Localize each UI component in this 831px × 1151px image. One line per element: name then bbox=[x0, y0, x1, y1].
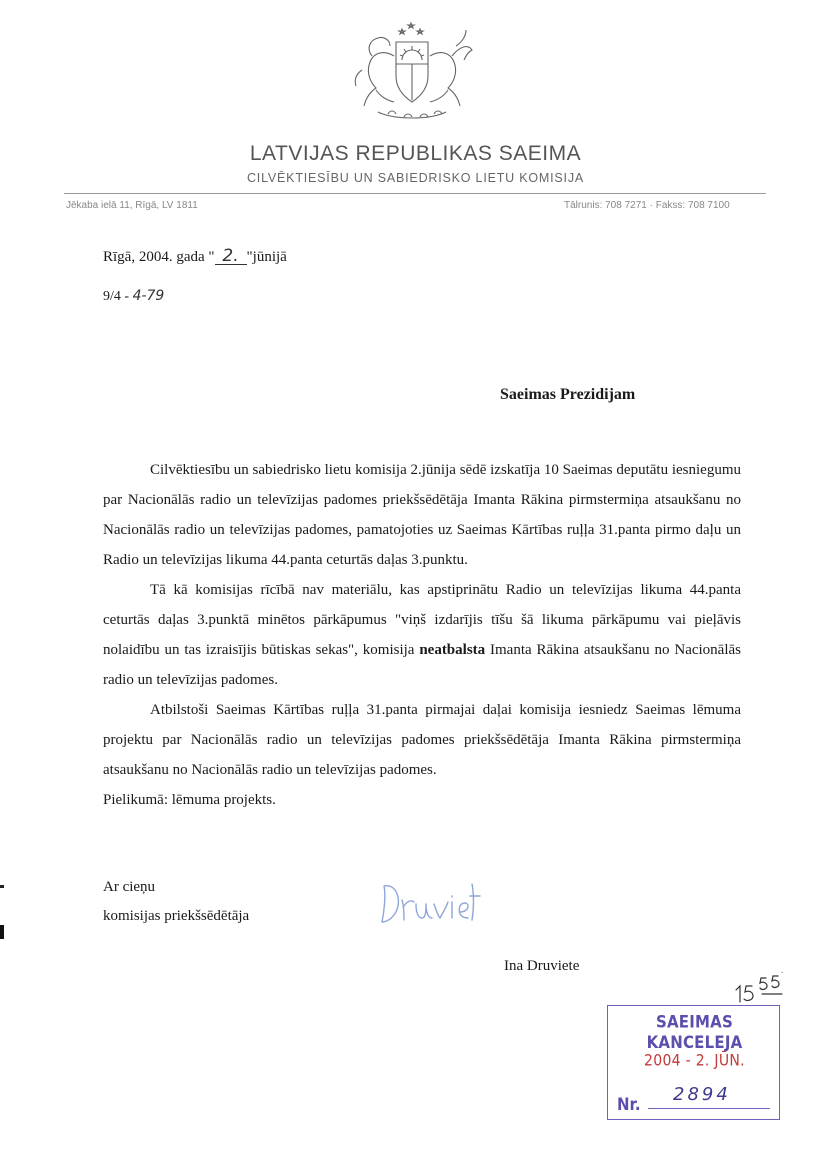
paragraph-3: Atbilstoši Saeimas Kārtības ruļļa 31.panta pirmajai daļai komisija iesniedz Saeimas lēmuma projektu par Nacionālās radio un televīzijas padomes priekšsēdētāja Imanta Rākina pirmstermiņa atsaukšanu no Nacionālās radio un televīzijas padomes. bbox=[103, 702, 741, 778]
paragraph-2 bbox=[103, 575, 741, 695]
paragraph-1: Cilvēktiesību un sabiedrisko lietu komisija 2.jūnija sēdē izskatīja 10 Saeimas deputātu iesniegumu par Nacionālās radio un televīzijas padomes priekšsēdētāja Imanta Rākina pirmstermiņa atsaukšanu no Nacionālās radio un televīzijas padomes, pamatojoties uz Saeimas Kārtības ruļļa 31.panta pirmo daļu un Radio un televīzijas likuma 44.panta ceturtās daļas 3.punktu. bbox=[103, 462, 741, 568]
handwritten-signature bbox=[378, 878, 488, 928]
date-day-handwritten: 2. bbox=[215, 248, 247, 265]
organization-title: LATVIJAS REPUBLIKAS SAEIMA bbox=[249, 142, 582, 165]
reference-handwritten: 4-79 bbox=[132, 288, 165, 304]
stamp-number-label: Nr. bbox=[617, 1093, 641, 1115]
reference-number bbox=[103, 288, 164, 305]
stamp-number-underline bbox=[648, 1108, 770, 1109]
paragraph-2-text: Tā kā komisijas rīcībā nav materiālu, kas apstiprinātu Radio un televīzijas likuma 44.panta ceturtās daļas 3.punktā minētos pārkāpumus "viņš izdarījis tīšu šā likuma pārkāpumu vai pieļāvis nolaidību un tas izraisījis būtiskas sekas", komisija bbox=[103, 582, 741, 658]
stamp-number-value: 2894 bbox=[673, 1084, 731, 1105]
date-line bbox=[103, 248, 287, 266]
stamp-title: SAEIMAS KANCELEJA bbox=[646, 1011, 743, 1053]
letter-body bbox=[103, 455, 741, 815]
coat-of-arms-emblem bbox=[348, 16, 476, 126]
letterhead-divider bbox=[64, 193, 766, 194]
address-text: Jēkaba ielā 11, Rīgā, LV 1811 bbox=[66, 200, 198, 211]
committee-subtitle: CILVĒKTIESĪBU UN SABIEDRISKO LIETU KOMISIJA bbox=[246, 171, 585, 185]
addressee: Saeimas Prezidijam bbox=[500, 386, 636, 403]
contacts-text: Tālrunis: 708 7271 · Fakss: 708 7100 bbox=[564, 200, 730, 211]
attachment-note: Pielikumā: lēmuma projekts. bbox=[103, 792, 276, 808]
signer-name: Ina Druviete bbox=[504, 958, 580, 974]
date-prefix: Rīgā, 2004. gada " bbox=[103, 249, 215, 265]
stamp-date: 2004 - 2. JŪN. bbox=[644, 1051, 745, 1071]
closing-regards: Ar cieņu bbox=[103, 879, 156, 895]
scan-edge-mark bbox=[0, 925, 4, 939]
paragraph-2-emphasis: neatbalsta bbox=[419, 642, 486, 658]
reference-printed: 9/4 - bbox=[103, 289, 130, 304]
signer-position: komisijas priekšsēdētāja bbox=[103, 908, 250, 924]
handwritten-time-mark bbox=[734, 972, 794, 1008]
scan-edge-mark bbox=[0, 885, 4, 888]
paragraph-2-text-end: Imanta Rākina atsaukšanu no Nacionālās radio un televīzijas padomes. bbox=[103, 642, 741, 688]
date-suffix: "jūnijā bbox=[246, 249, 287, 265]
closing-block bbox=[103, 873, 249, 931]
